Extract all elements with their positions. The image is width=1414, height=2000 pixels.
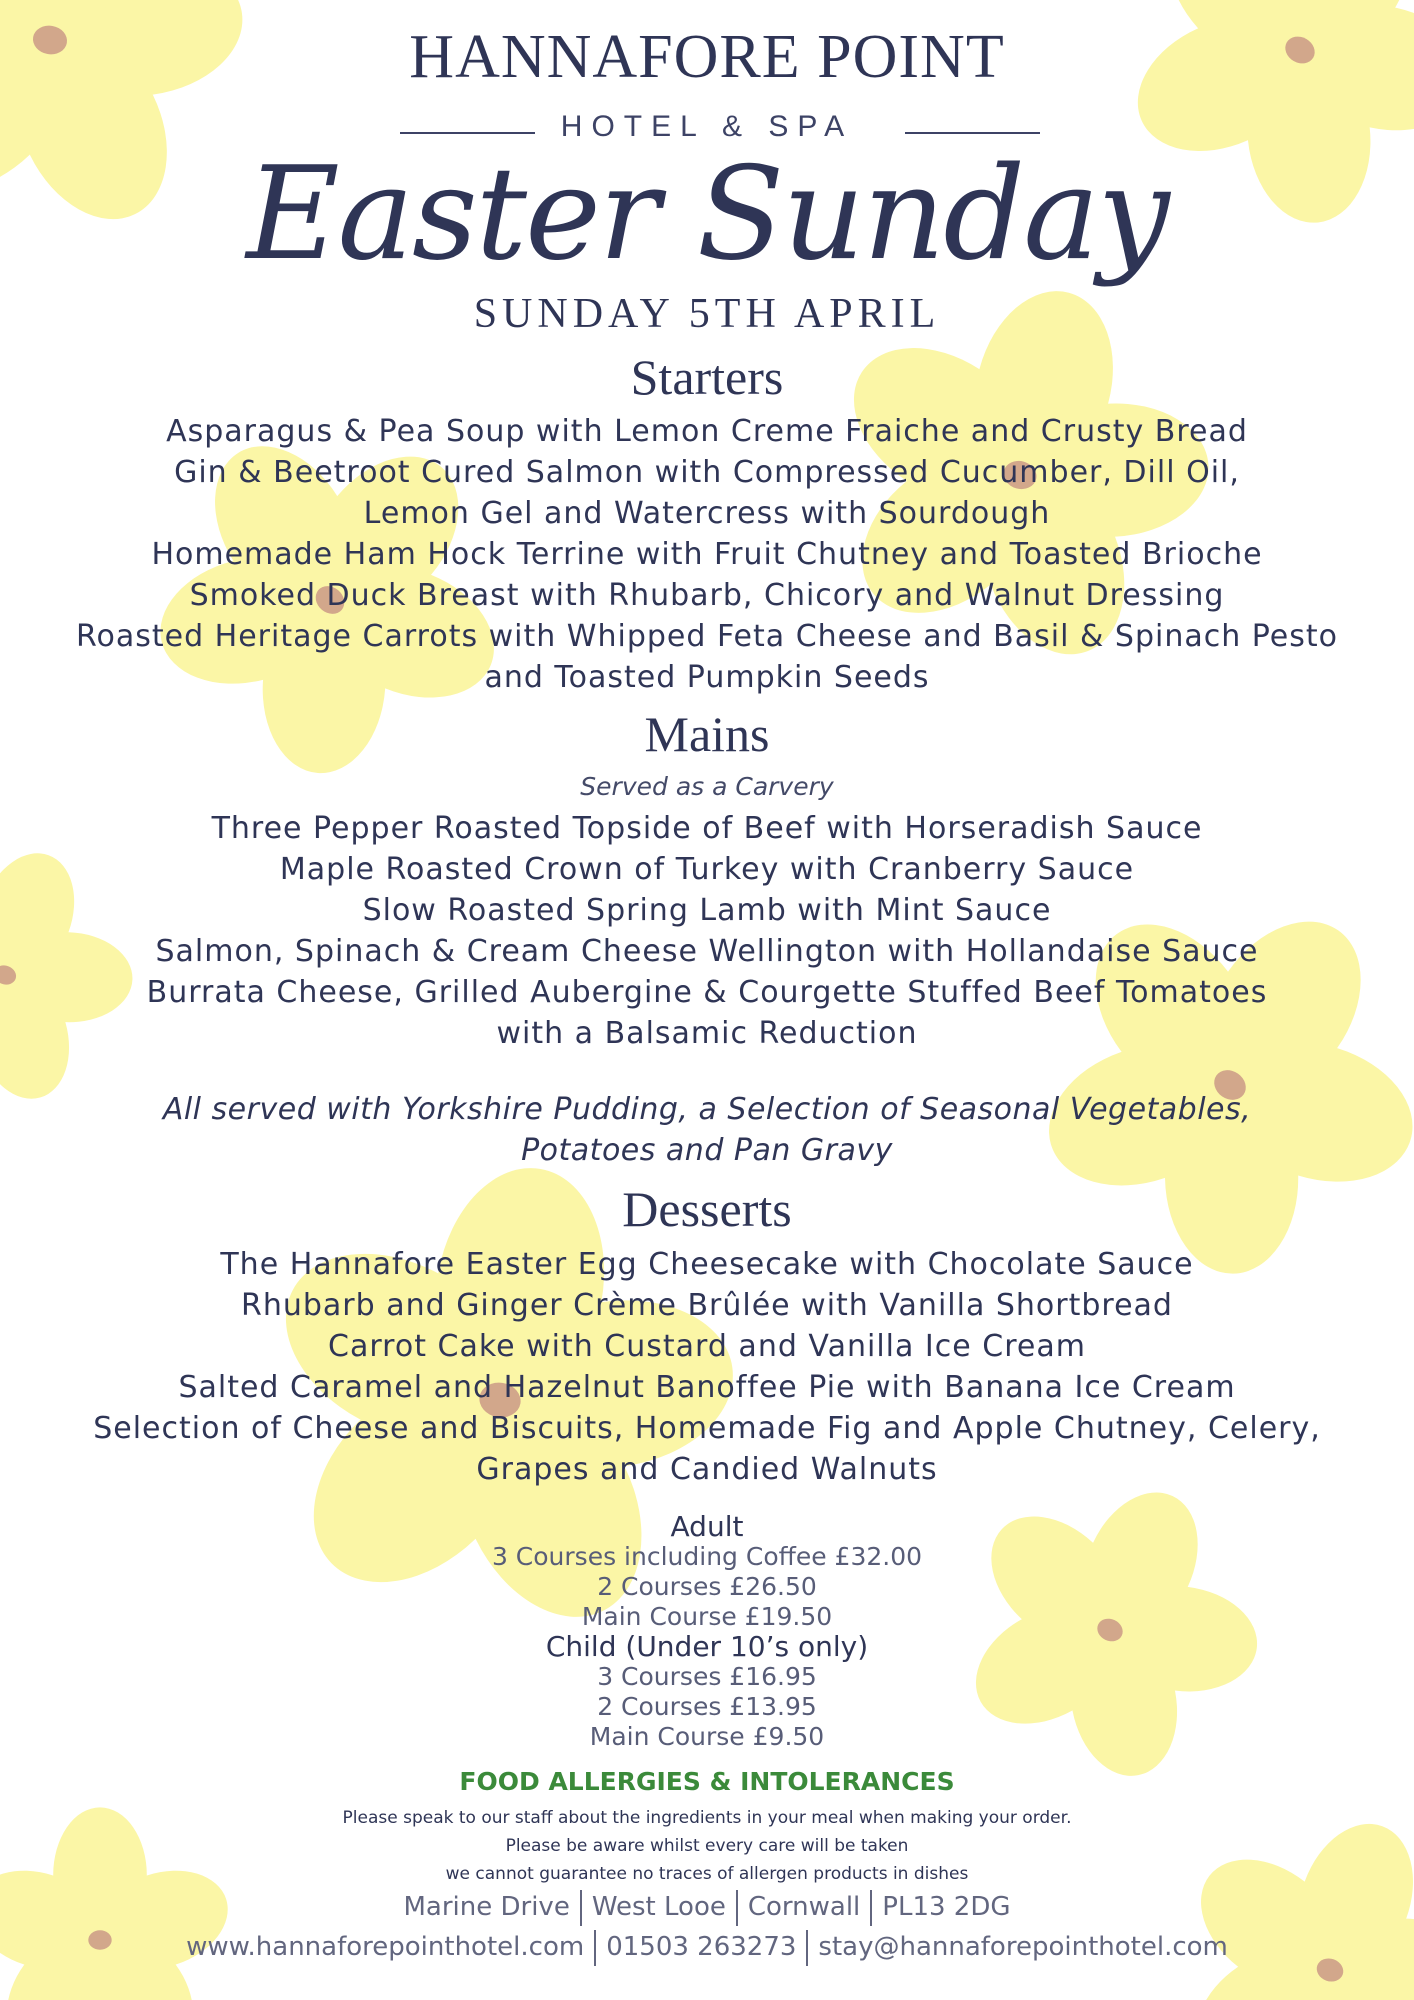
- dessert-item: The Hannafore Easter Egg Cheesecake with Chocolate Sauce: [220, 1247, 1194, 1282]
- child-price: 2 Courses £13.95: [597, 1692, 817, 1721]
- dessert-item: Rhubarb and Ginger Crème Brûlée with Vanilla Shortbread: [241, 1288, 1173, 1323]
- starter-item: Smoked Duck Breast with Rhubarb, Chicory and Walnut Dressing: [189, 578, 1225, 613]
- desserts-title: Desserts: [622, 1181, 792, 1237]
- email-link[interactable]: stay@hannaforepointhotel.com: [818, 1932, 1228, 1962]
- adult-price: Main Course £19.50: [581, 1602, 833, 1631]
- main-item: Burrata Cheese, Grilled Aubergine & Courgette Stuffed Beef Tomatoes: [146, 975, 1268, 1010]
- website-link[interactable]: www.hannaforepointhotel.com: [186, 1932, 585, 1962]
- starter-item: and Toasted Pumpkin Seeds: [484, 660, 930, 695]
- desserts-list: [0, 1244, 1414, 1490]
- starter-item: Asparagus & Pea Soup with Lemon Creme Fraiche and Crusty Bread: [166, 414, 1248, 449]
- allergy-line: Please be aware whilst every care will be taken: [505, 1836, 909, 1856]
- price-list: [0, 1512, 1414, 1752]
- separator: [594, 1930, 596, 1966]
- child-price: Main Course £9.50: [589, 1722, 825, 1751]
- main-item: Maple Roasted Crown of Turkey with Cranberry Sauce: [279, 852, 1135, 887]
- served-with-line: All served with Yorkshire Pudding, a Selection of Seasonal Vegetables,: [162, 1092, 1252, 1127]
- dessert-item: Selection of Cheese and Biscuits, Homemade Fig and Apple Chutney, Celery,: [93, 1411, 1321, 1446]
- address-line: [0, 1887, 1414, 1927]
- separator: [736, 1890, 738, 1926]
- starter-item: Lemon Gel and Watercress with Sourdough: [363, 496, 1051, 531]
- adult-price: 3 Courses including Coffee £32.00: [491, 1542, 923, 1571]
- phone-number[interactable]: 01503 263273: [606, 1932, 797, 1962]
- event-title: Easter Sunday: [246, 140, 1168, 289]
- dessert-item: Carrot Cake with Custard and Vanilla Ice Cream: [328, 1329, 1086, 1364]
- main-item: Salmon, Spinach & Cream Cheese Wellington with Hollandaise Sauce: [155, 934, 1259, 969]
- mains-list: [0, 808, 1414, 1054]
- mains-note: Served as a Carvery: [580, 772, 834, 801]
- address-postcode: PL13 2DG: [882, 1892, 1011, 1922]
- served-with-line: Potatoes and Pan Gravy: [521, 1133, 893, 1168]
- child-price: 3 Courses £16.95: [597, 1662, 817, 1691]
- allergy-heading: FOOD ALLERGIES & INTOLERANCES: [459, 1767, 955, 1796]
- mains-title: Mains: [644, 706, 770, 762]
- separator: [870, 1890, 872, 1926]
- starter-item: Roasted Heritage Carrots with Whipped Feta Cheese and Basil & Spinach Pesto: [76, 619, 1338, 654]
- dessert-item: Salted Caramel and Hazelnut Banoffee Pie with Banana Ice Cream: [178, 1370, 1236, 1405]
- address-county: Cornwall: [747, 1892, 861, 1922]
- contact-line: [0, 1927, 1414, 1967]
- adult-price-heading: Adult: [670, 1510, 744, 1543]
- main-item: Three Pepper Roasted Topside of Beef with Horseradish Sauce: [211, 811, 1203, 846]
- separator: [806, 1930, 808, 1966]
- main-item: with a Balsamic Reduction: [496, 1016, 918, 1051]
- starter-item: Homemade Ham Hock Terrine with Fruit Chutney and Toasted Brioche: [151, 537, 1263, 572]
- mains-served-with: [0, 1089, 1414, 1171]
- hotel-name: HANNAFORE POINT: [409, 23, 1005, 91]
- separator: [580, 1890, 582, 1926]
- child-price-heading: Child (Under 10’s only): [545, 1630, 869, 1663]
- address-town: West Looe: [591, 1892, 726, 1922]
- main-item: Slow Roasted Spring Lamb with Mint Sauce: [362, 893, 1052, 928]
- starters-list: [0, 411, 1414, 698]
- starter-item: Gin & Beetroot Cured Salmon with Compressed Cucumber, Dill Oil,: [174, 455, 1240, 490]
- allergy-line: Please speak to our staff about the ingredients in your meal when making your order.: [342, 1808, 1072, 1828]
- event-date: SUNDAY 5TH APRIL: [473, 291, 941, 337]
- adult-price: 2 Courses £26.50: [597, 1572, 817, 1601]
- address-street: Marine Drive: [403, 1892, 570, 1922]
- allergy-line: we cannot guarantee no traces of allergen products in dishes: [445, 1864, 969, 1884]
- allergy-notice: [0, 1804, 1414, 1888]
- starters-title: Starters: [630, 349, 784, 405]
- dessert-item: Grapes and Candied Walnuts: [476, 1452, 938, 1487]
- hotel-subtitle: HOTEL & SPA: [560, 110, 854, 143]
